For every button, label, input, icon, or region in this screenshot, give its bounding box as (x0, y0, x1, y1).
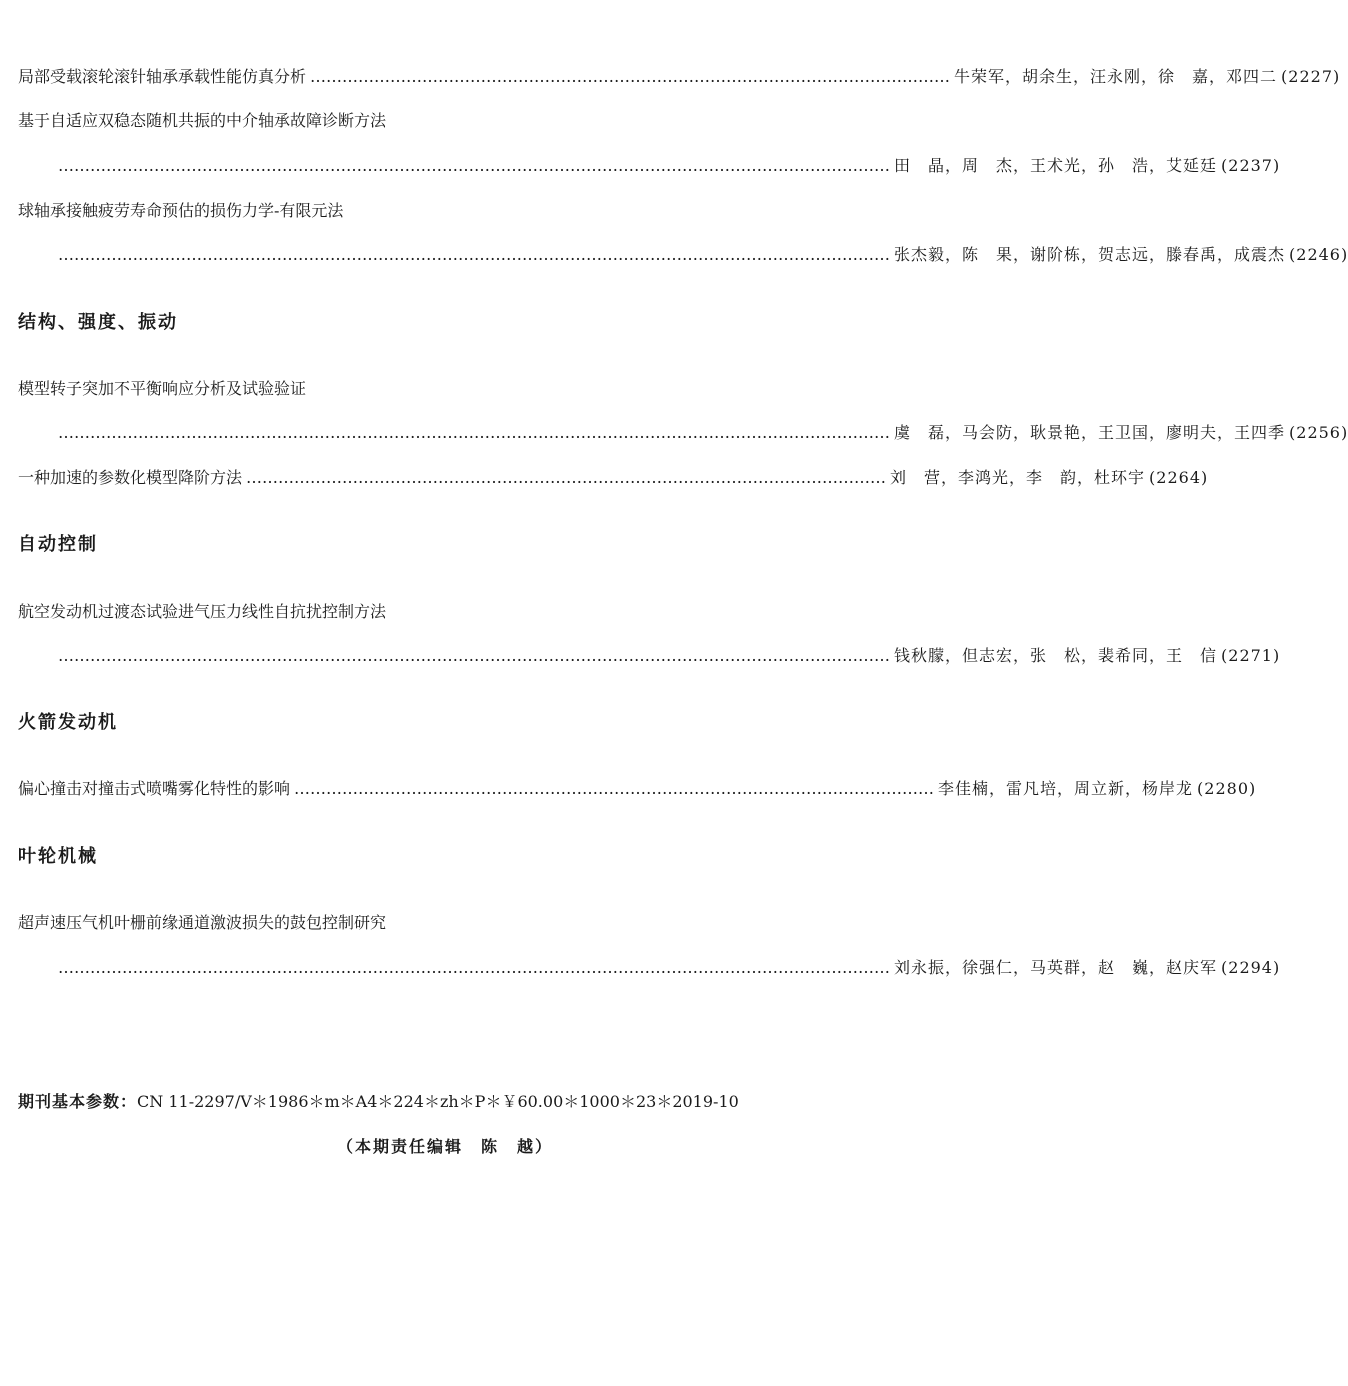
entry-page: (2237) (1221, 156, 1281, 175)
responsible-editor: （本期责任编辑 陈 越） (336, 1137, 553, 1156)
entry-page: (2294) (1221, 958, 1281, 977)
toc-entry-author-line (58, 242, 1348, 268)
entry-page: (2246) (1289, 245, 1348, 264)
section-heading-turbomachinery: 叶轮机械 (18, 846, 98, 867)
journal-params-value: CN 11-2297/V＊1986＊m＊A4＊224＊zh＊P＊￥60.00＊1000＊23＊2019-10 (137, 1092, 739, 1111)
entry-page: (2280) (1197, 779, 1257, 798)
entry-title: 偏心撞击对撞击式喷嘴雾化特性的影响 (18, 779, 291, 798)
section-heading-structure: 结构、强度、振动 (18, 312, 178, 333)
toc-entry (18, 64, 1341, 90)
toc-entry (18, 776, 1257, 802)
leader-dots: ………………………………………………………………………………………………………… (294, 779, 935, 798)
entry-title: 球轴承接触疲劳寿命预估的损伤力学-有限元法 (18, 201, 344, 220)
entry-page: (2227) (1281, 67, 1341, 86)
entry-authors: 张杰毅，陈 果，谢阶栋，贺志远，滕春禹，成震杰 (894, 245, 1286, 264)
leader-dots: ………………………………………………………………………………………………………………………………………… (58, 423, 890, 442)
toc-entry-author-line (58, 955, 1281, 981)
entry-authors: 牛荣军，胡余生，汪永刚，徐 嘉，邓四二 (954, 67, 1278, 86)
entry-title: 一种加速的参数化模型降阶方法 (18, 468, 243, 487)
leader-dots: ………………………………………………………………………………………………………………………………………… (58, 958, 890, 977)
section-heading-rocket: 火箭发动机 (18, 712, 118, 733)
entry-title: 模型转子突加不平衡响应分析及试验验证 (18, 379, 307, 398)
entry-authors: 虞 磊，马会防，耿景艳，王卫国，廖明夫，王四季 (894, 423, 1286, 442)
leader-dots: ………………………………………………………………………………………………………… (310, 67, 951, 86)
toc-entry-author-line (58, 643, 1281, 669)
toc-entry-title-line (18, 108, 870, 134)
toc-entry-title-line (18, 376, 870, 402)
leader-dots: ………………………………………………………………………………………………………… (246, 468, 887, 487)
entry-title: 超声速压气机叶栅前缘通道激波损失的鼓包控制研究 (18, 913, 387, 932)
leader-dots: ………………………………………………………………………………………………………………………………………… (58, 245, 890, 264)
toc-entry (18, 465, 1209, 491)
entry-page: (2264) (1149, 468, 1209, 487)
section-heading-control: 自动控制 (18, 534, 98, 555)
toc-entry-author-line (58, 420, 1348, 446)
entry-title: 局部受载滚轮滚针轴承承载性能仿真分析 (18, 67, 307, 86)
journal-params-label: 期刊基本参数： (18, 1092, 138, 1111)
entry-authors: 刘永振，徐强仁，马英群，赵 巍，赵庆军 (894, 958, 1218, 977)
entry-title: 基于自适应双稳态随机共振的中介轴承故障诊断方法 (18, 111, 387, 130)
entry-page: (2271) (1221, 646, 1281, 665)
entry-authors: 钱秋朦，但志宏，张 松，裴希同，王 信 (894, 646, 1218, 665)
entry-authors: 田 晶，周 杰，王术光，孙 浩，艾延廷 (894, 156, 1218, 175)
toc-entry-title-line (18, 599, 870, 625)
entry-title: 航空发动机过渡态试验进气压力线性自抗扰控制方法 (18, 602, 387, 621)
toc-entry-author-line (58, 153, 1281, 179)
entry-authors: 刘 营，李鸿光，李 韵，杜环宇 (890, 468, 1146, 487)
entry-page: (2256) (1289, 423, 1348, 442)
toc-entry-title-line (18, 910, 870, 936)
entry-authors: 李佳楠，雷凡培，周立新，杨岸龙 (938, 779, 1194, 798)
leader-dots: ………………………………………………………………………………………………………………………………………… (58, 156, 890, 175)
journal-params (18, 1089, 870, 1115)
leader-dots: ………………………………………………………………………………………………………………………………………… (58, 646, 890, 665)
toc-entry-title-line (18, 198, 870, 224)
